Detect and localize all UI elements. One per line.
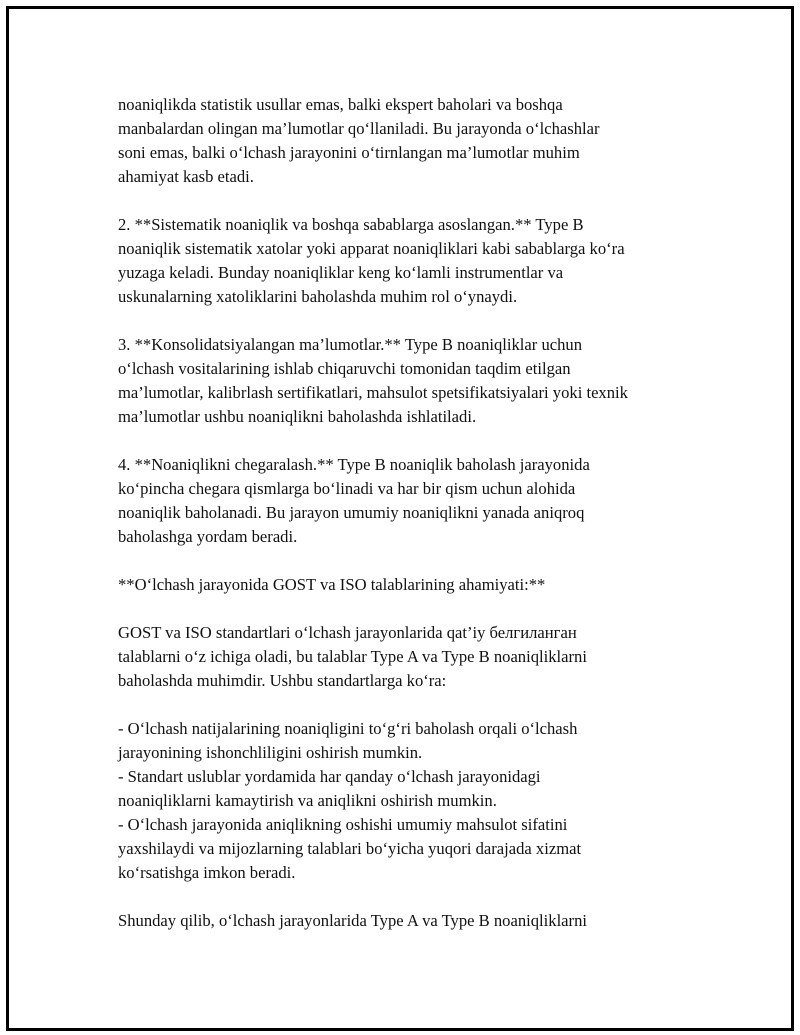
paragraph-gost-iso [118,621,698,693]
bullet-line: ko‘rsatishga imkon beradi. [118,863,296,882]
bullet-line: noaniqliklarni kamaytirish va aniqlikni oshirish mumkin. [118,791,497,810]
text-line: noaniqlik sistematik xatolar yoki apparat noaniqliklari kabi sabablarga ko‘ra [118,239,625,258]
text-line: noaniqlikda statistik usullar emas, balki ekspert baholari va boshqa [118,95,563,114]
paragraph-gap [118,309,698,333]
text-line: GOST va ISO standartlari o‘lchash jarayonlarida qat’iy белгиланган [118,623,577,642]
paragraph-intro [118,93,698,189]
text-line: ma’lumotlar ushbu noaniqlikni baholashda ishlatiladi. [118,407,477,426]
text-line: yuzaga keladi. Bunday noaniqliklar keng ko‘lamli instrumentlar va [118,263,564,282]
bullet-line: yaxshilaydi va mijozlarning talablari bo‘yicha yuqori darajada xizmat [118,839,582,858]
text-line: soni emas, balki o‘lchash jarayonini o‘tirnlangan ma’lumotlar muhim [118,143,580,162]
paragraph-gap [118,885,698,909]
text-line: o‘lchash vositalarining ishlab chiqaruvchi tomonidan taqdim etilgan [118,359,571,378]
bullet-line: - O‘lchash jarayonida aniqlikning oshishi umumiy mahsulot sifatini [118,815,568,834]
paragraph-gap [118,429,698,453]
text-line: noaniqlik baholanadi. Bu jarayon umumiy noaniqlikni yanada aniqroq [118,503,585,522]
bullet-line: - O‘lchash natijalarining noaniqligini to‘g‘ri baholash orqali o‘lchash [118,719,578,738]
list-item-2 [118,213,698,309]
paragraph-gap [118,693,698,717]
text-line: ko‘pincha chegara qismlarga bo‘linadi va har bir qism uchun alohida [118,479,576,498]
list-item-4 [118,453,698,549]
text-line: ahamiyat kasb etadi. [118,167,254,186]
text-line: uskunalarning xatoliklarini baholashda muhim rol o‘ynaydi. [118,287,518,306]
text-line: baholashda muhimdir. Ushbu standartlarga ko‘ra: [118,671,447,690]
bullet-list [118,717,698,885]
bullet-line: jarayonining ishonchliligini oshirish mumkin. [118,743,423,762]
text-line: baholashga yordam beradi. [118,527,298,546]
closing-line: Shunday qilib, o‘lchash jarayonlarida Type A va Type B noaniqliklarni [118,911,587,930]
text-line: 3. **Konsolidatsiyalangan ma’lumotlar.** Type B noaniqliklar uchun [118,335,583,354]
paragraph-gap [118,549,698,573]
list-item-3 [118,333,698,429]
text-line: manbalardan olingan ma’lumotlar qo‘llaniladi. Bu jarayonda o‘lchashlar [118,119,600,138]
text-line: talablarni o‘z ichiga oladi, bu talablar Type A va Type B noaniqliklarni [118,647,587,666]
document-body [118,93,698,933]
section-heading: **O‘lchash jarayonida GOST va ISO talablarining ahamiyati:** [118,575,546,594]
paragraph-gap [118,189,698,213]
paragraph-gap [118,597,698,621]
text-line: 2. **Sistematik noaniqlik va boshqa sabablarga asoslangan.** Type B [118,215,584,234]
text-line: ma’lumotlar, kalibrlash sertifikatlari, mahsulot spetsifikatsiyalari yoki texnik [118,383,628,402]
bullet-line: - Standart uslublar yordamida har qanday o‘lchash jarayonidagi [118,767,541,786]
text-line: 4. **Noaniqlikni chegaralash.** Type B noaniqlik baholash jarayonida [118,455,590,474]
